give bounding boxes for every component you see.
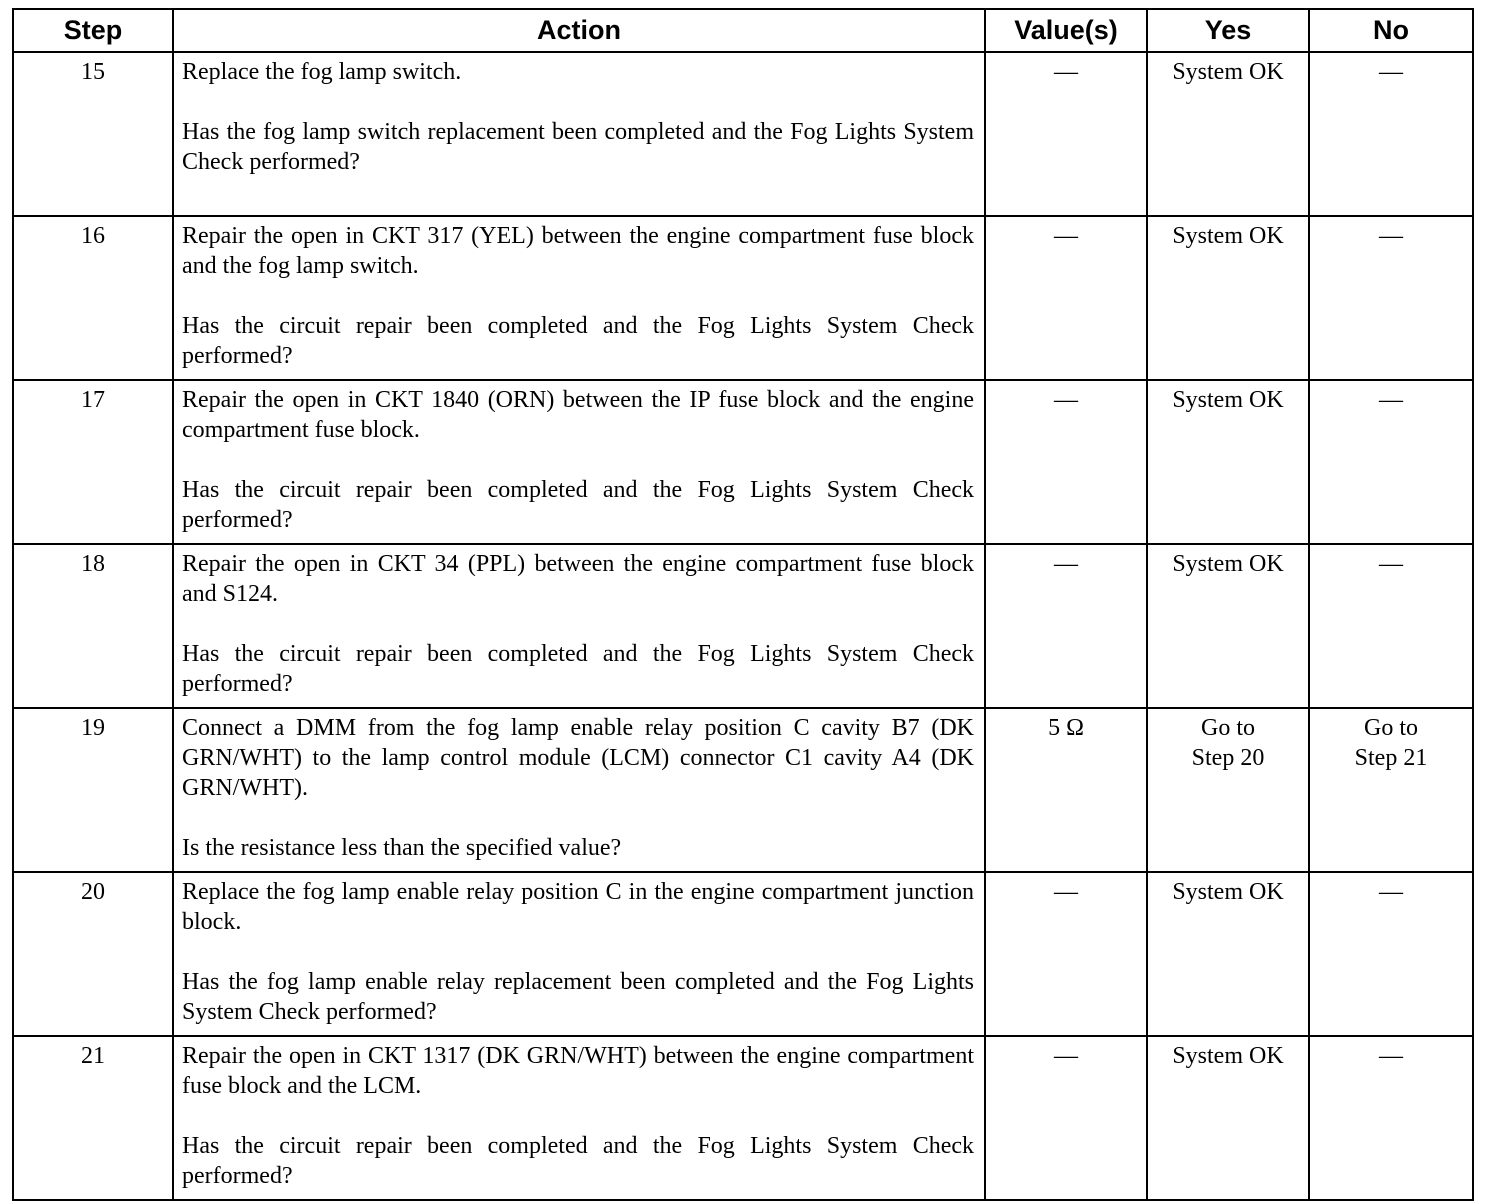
header-row [13, 9, 1473, 52]
action-question: Is the resistance less than the specified value? [182, 835, 622, 861]
action-question: Has the circuit repair been completed and the Fog Lights System Check performed? [182, 477, 974, 533]
table-row [13, 1036, 1473, 1200]
no-result: — [1309, 216, 1473, 380]
action-instruction: Replace the fog lamp switch. [182, 59, 462, 85]
yes-result: System OK [1147, 380, 1309, 544]
value-cell: 5 Ω [985, 708, 1147, 872]
action-cell [173, 216, 985, 380]
step-number: 16 [13, 216, 173, 380]
action-instruction: Connect a DMM from the fog lamp enable relay position C cavity B7 (DK GRN/WHT) to the lamp control module (LCM) connector C1 cavity A4 (DK GRN/WHT). [182, 715, 974, 801]
action-question: Has the circuit repair been completed and the Fog Lights System Check performed? [182, 1133, 974, 1189]
table-row [13, 52, 1473, 216]
yes-result: System OK [1147, 1036, 1309, 1200]
table-row [13, 380, 1473, 544]
step-number: 19 [13, 708, 173, 872]
value-cell: — [985, 380, 1147, 544]
action-cell [173, 1036, 985, 1200]
step-number: 20 [13, 872, 173, 1036]
value-cell: — [985, 52, 1147, 216]
table-row [13, 216, 1473, 380]
header-action: Action [173, 9, 985, 52]
header-no: No [1309, 9, 1473, 52]
step-number: 18 [13, 544, 173, 708]
no-result: — [1309, 1036, 1473, 1200]
no-result: Go to Step 21 [1309, 708, 1473, 872]
action-question: Has the circuit repair been completed and the Fog Lights System Check performed? [182, 641, 974, 697]
yes-result: System OK [1147, 52, 1309, 216]
yes-result: Go to Step 20 [1147, 708, 1309, 872]
action-question: Has the fog lamp enable relay replacement been completed and the Fog Lights System Check performed? [182, 969, 974, 1025]
yes-result: System OK [1147, 216, 1309, 380]
action-cell [173, 380, 985, 544]
action-question: Has the circuit repair been completed and the Fog Lights System Check performed? [182, 313, 974, 369]
table-row [13, 544, 1473, 708]
no-result: — [1309, 380, 1473, 544]
action-cell [173, 708, 985, 872]
action-cell [173, 544, 985, 708]
no-result: — [1309, 52, 1473, 216]
action-instruction: Repair the open in CKT 1317 (DK GRN/WHT) between the engine compartment fuse block and the LCM. [182, 1043, 974, 1099]
action-cell [173, 52, 985, 216]
header-step: Step [13, 9, 173, 52]
value-cell: — [985, 872, 1147, 1036]
header-yes: Yes [1147, 9, 1309, 52]
yes-result: System OK [1147, 872, 1309, 1036]
action-instruction: Repair the open in CKT 1840 (ORN) between the IP fuse block and the engine compartment fuse block. [182, 387, 974, 443]
no-result: — [1309, 544, 1473, 708]
step-number: 21 [13, 1036, 173, 1200]
value-cell: — [985, 544, 1147, 708]
table-row [13, 872, 1473, 1036]
action-instruction: Repair the open in CKT 317 (YEL) between the engine compartment fuse block and the fog lamp switch. [182, 223, 974, 279]
no-result: — [1309, 872, 1473, 1036]
header-values: Value(s) [985, 9, 1147, 52]
step-number: 17 [13, 380, 173, 544]
value-cell: — [985, 1036, 1147, 1200]
step-number: 15 [13, 52, 173, 216]
yes-result: System OK [1147, 544, 1309, 708]
action-cell [173, 872, 985, 1036]
action-instruction: Repair the open in CKT 34 (PPL) between the engine compartment fuse block and S124. [182, 551, 974, 607]
table-header [13, 9, 1473, 52]
action-instruction: Replace the fog lamp enable relay position C in the engine compartment junction block. [182, 879, 974, 935]
action-question: Has the fog lamp switch replacement been completed and the Fog Lights System Check performed? [182, 119, 974, 175]
diagnostic-table [12, 8, 1474, 1201]
table-body [13, 52, 1473, 1200]
value-cell: — [985, 216, 1147, 380]
table-row [13, 708, 1473, 872]
